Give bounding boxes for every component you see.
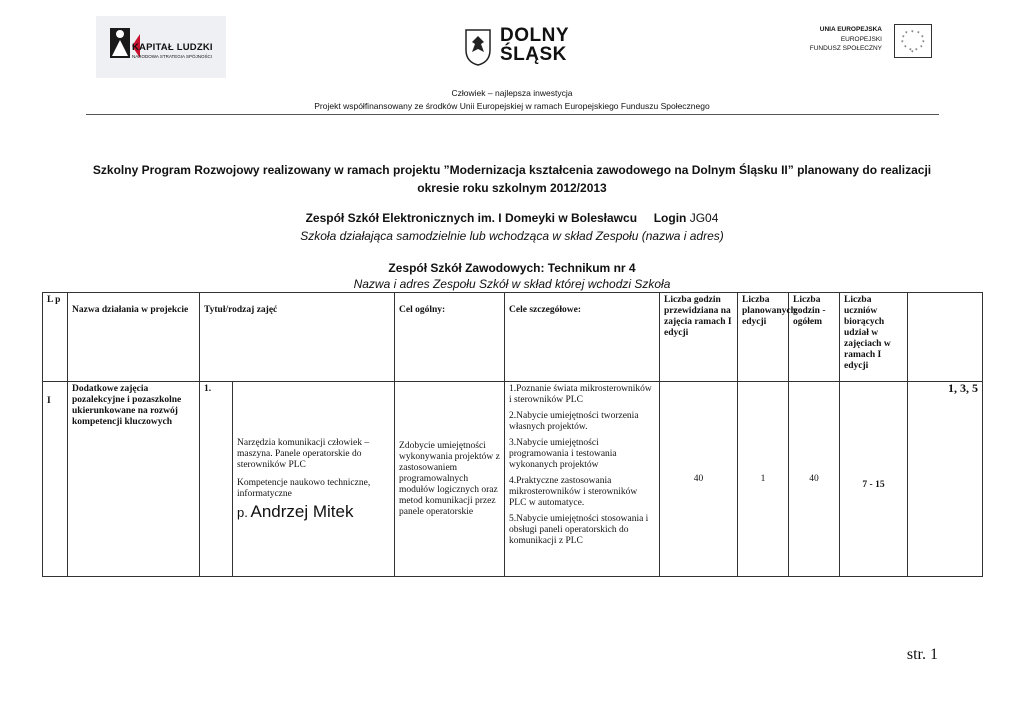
eu-line2: EUROPEJSKI [840,36,882,43]
eu-flag-icon [894,24,932,58]
svg-text:*: * [909,48,912,54]
header-title: Tytuł/rodzaj zajęć [200,293,395,382]
goal-detail-item: 5.Nabycie umiejętności stosowania i obsługi paneli operatorskich do komunikacji z PLC [509,514,649,546]
slask-text: ŚLĄSK [500,44,567,65]
row-lp: I [43,382,68,577]
kapital-ludzki-logo [96,16,226,78]
eu-line1: UNIA EUROPEJSKA [819,26,882,33]
dolny-text: DOLNY [500,25,569,46]
header-students: Liczba uczniów biorących udział w zajęciach w ramach I edycji [840,293,908,382]
svg-text:*: * [911,30,914,36]
project-line: Projekt współfinansowany ze środków Unii Europejskiej w ramach Europejskiego Funduszu Społecznego [314,101,710,111]
svg-text:*: * [921,35,924,41]
unit-caption: Nazwa i adres Zespołu Szkół w skład której wchodzi Szkoła [353,277,671,291]
table-row [43,382,983,577]
document-title-line2: okresie roku szkolnym 2012/2013 [417,181,607,195]
row-editions: 1 [738,382,789,577]
header-editions: Liczba planowanych edycji [738,293,789,382]
slogan: Człowiek – najlepsza inwestycja [451,88,573,98]
header-hours-total: Liczba godzin - ogółem [789,293,840,382]
svg-text:*: * [922,40,925,46]
header-divider [86,114,939,115]
svg-text:*: * [904,45,907,51]
svg-text:*: * [905,31,908,37]
page-number: str. 1 [906,646,938,663]
header-goal: Cel ogólny: [395,293,505,382]
header-goals-detail: Cele szczegółowe: [505,293,660,382]
goal-detail-item: 4.Praktyczne zastosowania mikrosterowników i sterowników PLC w automatyce. [509,476,638,508]
school-name: Zespół Szkół Elektronicznych im. I Domeyki w Bolesławcu [305,211,638,225]
dolny-slask-eagle-icon [464,28,492,66]
row-title-main: Narzędzia komunikacji człowiek – maszyna. Panele operatorskie do sterowników PLC [237,438,370,470]
unit-name: Zespół Szkół Zawodowych: Technikum nr 4 [388,261,636,275]
row-title-cell [233,382,395,577]
header-hours-planned: Liczba godzin przewidziana na zajęcia ramach I edycji [660,293,738,382]
row-action: Dodatkowe zajęcia pozalekcyjne i pozaszkolne ukierunkowane na rozwój kompetencji kluczowych [68,382,200,577]
program-table [42,292,983,577]
teacher-name: Andrzej Mitek [250,502,354,521]
header-empty [908,293,983,382]
row-hours-total: 40 [789,382,840,577]
svg-text:*: * [915,48,918,54]
login-label: Login [653,211,687,225]
table-header-row [43,293,983,382]
row-title-competence: Kompetencje naukowo techniczne, informatyczne [237,478,371,499]
dolny-slask-logo [462,24,572,70]
row-goals-detail [505,382,660,577]
teacher-prefix: p. [237,505,248,520]
svg-text:*: * [901,40,904,46]
eu-line3: FUNDUSZ SPOŁECZNY [809,45,882,52]
row-number: 1. [200,382,233,577]
school-caption: Szkoła działająca samodzielnie lub wchodząca w skład Zespołu (nazwa i adres) [300,229,724,243]
login-value: JG04 [689,211,719,225]
school-line [0,211,1024,225]
row-teacher [237,502,390,521]
header-action: Nazwa działania w projekcie [68,293,200,382]
svg-text:*: * [920,45,923,51]
goal-detail-item: 2.Nabycie umiejętności tworzenia własnych projektów. [509,411,639,432]
goal-detail-item: 1.Poznanie świata mikrosterowników i sterowników PLC [509,384,652,405]
svg-text:*: * [917,31,920,37]
document-title-line1: Szkolny Program Rozwojowy realizowany w ramach projektu ”Modernizacja kształcenia zawodowego na Dolnym Śląsku II” planowany do realizacji [92,163,932,177]
header-lp: L p [43,293,68,382]
kapital-ludzki-text: KAPITAŁ LUDZKI [132,42,213,53]
eu-logo [810,24,932,58]
svg-text:*: * [911,50,914,56]
svg-text:*: * [902,35,905,41]
goal-detail-item: 3.Nabycie umiejętności programowania i testowania wykonanych projektów [509,438,617,470]
row-students: 7 - 15 [840,382,908,577]
row-extra: 1, 3, 5 [908,382,983,577]
row-goal: Zdobycie umiejętności wykonywania projektów z zastosowaniem programowalnych modułów logicznych oraz metod komunikacji przez panele operatorskie [395,382,505,577]
row-hours-planned: 40 [660,382,738,577]
kapital-ludzki-subtext: NARODOWA STRATEGIA SPÓJNOŚCI [132,54,213,59]
